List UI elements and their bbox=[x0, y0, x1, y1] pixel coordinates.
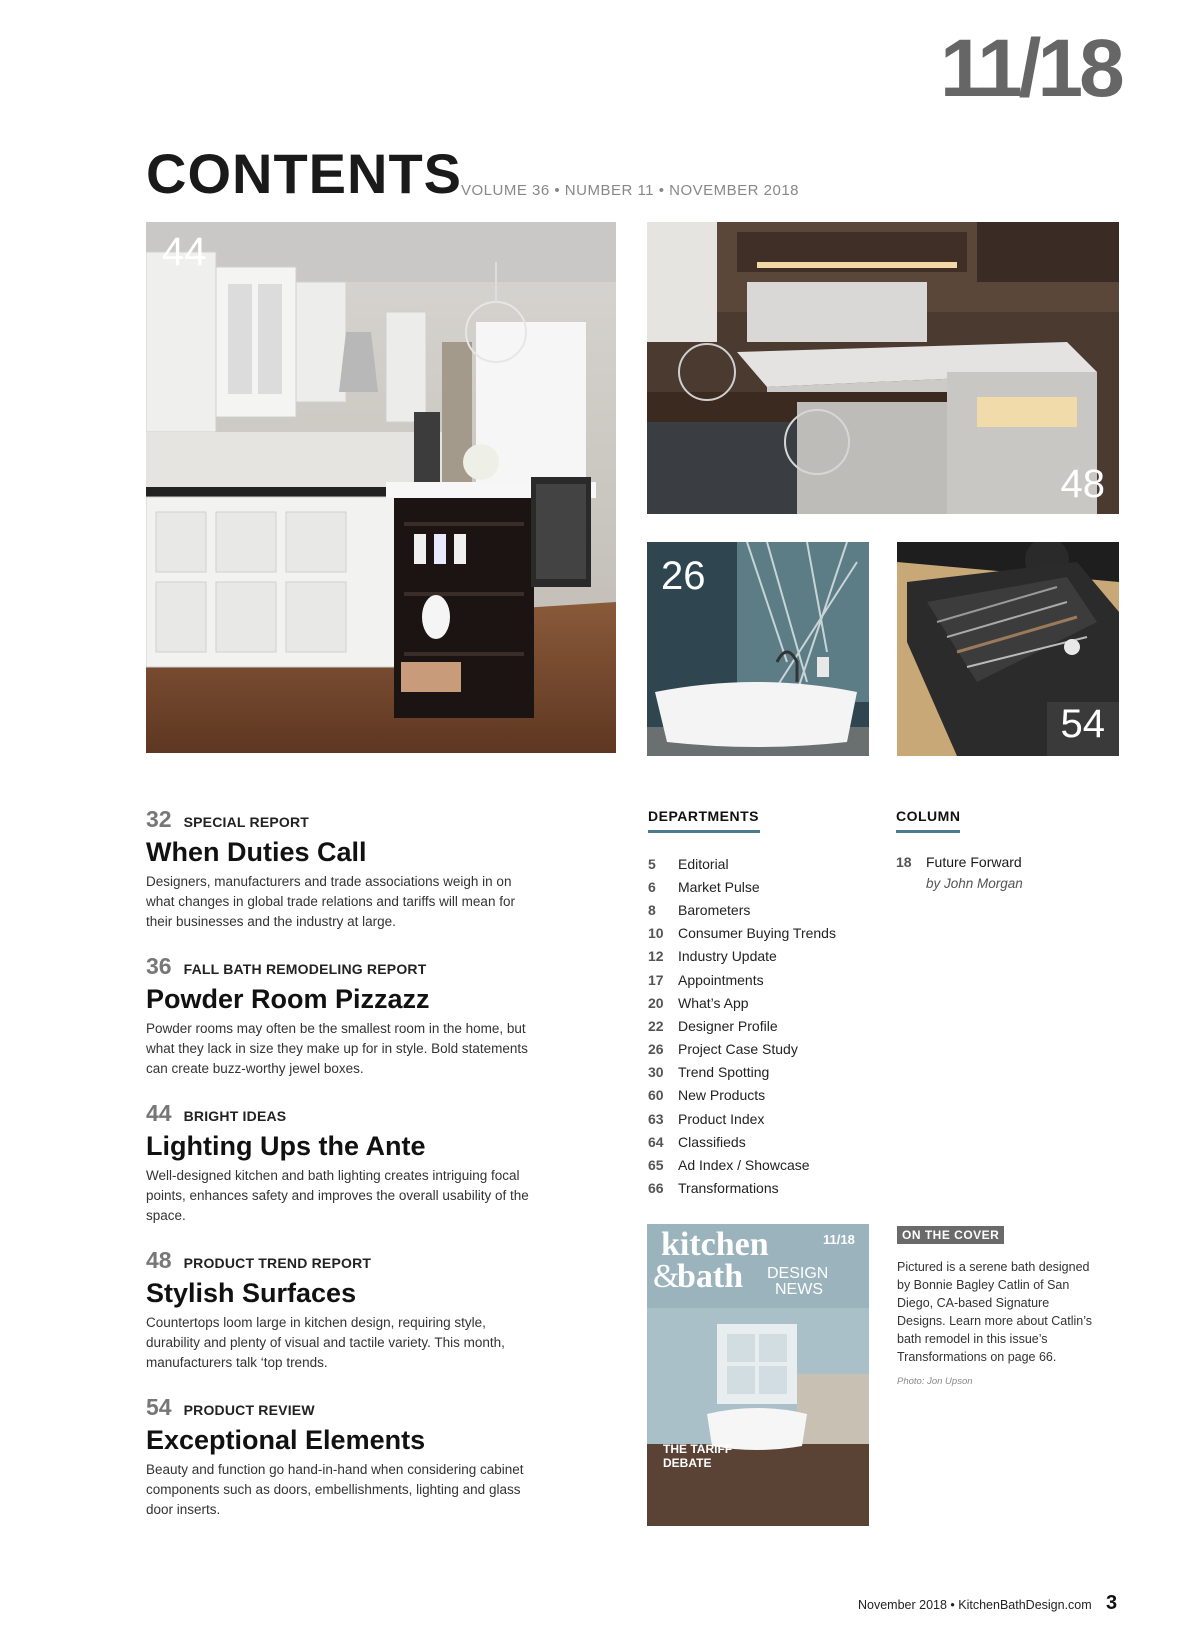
feature-kicker: BRIGHT IDEAS bbox=[183, 1108, 287, 1124]
department-item[interactable] bbox=[648, 968, 888, 991]
photo-credit: Photo: Jon Upson bbox=[897, 1376, 973, 1387]
feature-kicker: PRODUCT TREND REPORT bbox=[183, 1255, 372, 1271]
department-page: 66 bbox=[648, 1180, 664, 1197]
feature-item[interactable] bbox=[146, 806, 536, 932]
feature-title[interactable]: Powder Room Pizzazz bbox=[146, 984, 430, 1014]
bathtub-photo[interactable] bbox=[647, 542, 869, 756]
department-label: Trend Spotting bbox=[678, 1064, 770, 1081]
department-item[interactable] bbox=[648, 875, 888, 898]
feature-kicker: PRODUCT REVIEW bbox=[183, 1402, 315, 1418]
feature-page: 48 bbox=[146, 1247, 172, 1273]
cover-masthead-bath: bath bbox=[677, 1258, 744, 1295]
department-item[interactable] bbox=[648, 945, 888, 968]
department-label: Product Index bbox=[678, 1110, 765, 1127]
column-item[interactable] bbox=[896, 854, 1022, 870]
department-item[interactable] bbox=[648, 1061, 888, 1084]
feature-title[interactable]: Stylish Surfaces bbox=[146, 1278, 357, 1308]
department-page: 12 bbox=[648, 948, 664, 965]
column-author: by John Morgan bbox=[926, 876, 1023, 891]
feature-description: Beauty and function go hand-in-hand when considering cabinet components such as doors, embellishments, lighting and glass door inserts. bbox=[146, 1462, 524, 1518]
department-item[interactable] bbox=[648, 1038, 888, 1061]
cover-masthead-amp: & bbox=[653, 1258, 680, 1295]
countertop-image bbox=[647, 222, 1119, 514]
feature-description: Powder rooms may often be the smallest room in the home, but what they lack in size they make up for in style. Bold statements can create buzz-worthy jewel boxes. bbox=[146, 1021, 528, 1077]
department-page: 65 bbox=[648, 1157, 664, 1174]
department-label: What’s App bbox=[678, 994, 749, 1011]
department-page: 10 bbox=[648, 925, 664, 942]
department-item[interactable] bbox=[648, 1014, 888, 1037]
department-page: 8 bbox=[648, 901, 656, 918]
photo-54-page: 54 bbox=[1060, 702, 1105, 746]
column-page: 18 bbox=[896, 854, 912, 870]
department-page: 22 bbox=[648, 1017, 664, 1034]
feature-description: Well-designed kitchen and bath lighting creates intriguing focal points, enhances safety and improves the overall usability of the space. bbox=[146, 1168, 529, 1224]
department-page: 17 bbox=[648, 971, 664, 988]
feature-kicker: FALL BATH REMODELING REPORT bbox=[183, 961, 427, 977]
cover-issue: 11/18 bbox=[823, 1232, 855, 1247]
feature-title[interactable]: Lighting Ups the Ante bbox=[146, 1131, 426, 1161]
department-label: Designer Profile bbox=[678, 1017, 778, 1034]
departments-heading: DEPARTMENTS bbox=[648, 808, 760, 824]
department-page: 26 bbox=[648, 1041, 664, 1058]
feature-page: 54 bbox=[146, 1394, 172, 1420]
feature-item[interactable] bbox=[146, 1247, 536, 1373]
kitchen-photo[interactable] bbox=[146, 222, 616, 753]
cover-description: Pictured is a serene bath designed by Bonnie Bagley Catlin of San Diego, CA-based Signature Designs. Learn more about Catlin’s bath remodel in this issue’s Transformations on page 66. bbox=[897, 1260, 1093, 1364]
department-page: 5 bbox=[648, 855, 656, 872]
department-label: Editorial bbox=[678, 855, 729, 872]
feature-item[interactable] bbox=[146, 1100, 536, 1226]
feature-description: Designers, manufacturers and trade associations weigh in on what changes in global trade relations and tariffs will mean for their businesses and the industry at large. bbox=[146, 874, 515, 930]
department-label: Transformations bbox=[678, 1180, 779, 1197]
page-number: 3 bbox=[1106, 1592, 1118, 1614]
department-page: 6 bbox=[648, 878, 656, 895]
department-item[interactable] bbox=[648, 1153, 888, 1176]
department-label: Project Case Study bbox=[678, 1041, 798, 1058]
volume-line: VOLUME 36 • NUMBER 11 • NOVEMBER 2018 bbox=[461, 182, 799, 199]
department-label: Consumer Buying Trends bbox=[678, 925, 836, 942]
drawer-photo[interactable] bbox=[897, 542, 1119, 756]
photo-26-page: 26 bbox=[661, 554, 706, 598]
department-item[interactable] bbox=[648, 852, 888, 875]
department-item[interactable] bbox=[648, 922, 888, 945]
kitchen-image bbox=[146, 222, 616, 753]
column-heading: COLUMN bbox=[896, 808, 961, 824]
department-page: 64 bbox=[648, 1133, 664, 1150]
department-item[interactable] bbox=[648, 1107, 888, 1130]
on-the-cover-badge: ON THE COVER bbox=[897, 1226, 1004, 1244]
feature-item[interactable] bbox=[146, 1394, 536, 1520]
department-label: New Products bbox=[678, 1087, 766, 1104]
issue-number: 11/18 bbox=[940, 23, 1121, 114]
department-item[interactable] bbox=[648, 1177, 888, 1200]
feature-item[interactable] bbox=[146, 953, 536, 1079]
column-rule bbox=[896, 830, 960, 833]
countertop-photo[interactable] bbox=[647, 222, 1119, 514]
feature-page: 32 bbox=[146, 806, 172, 832]
department-page: 63 bbox=[648, 1110, 664, 1127]
magazine-cover[interactable] bbox=[647, 1224, 869, 1526]
footer-text: November 2018 • KitchenBathDesign.com bbox=[858, 1598, 1092, 1612]
photo-48-page: 48 bbox=[1060, 462, 1105, 506]
cover-masthead-design: DESIGN bbox=[767, 1265, 829, 1282]
cover-headline: THE TARIFF DEBATE bbox=[663, 1442, 733, 1470]
department-label: Market Pulse bbox=[678, 878, 760, 895]
feature-description: Countertops loom large in kitchen design, requiring style, durability and plenty of visual and tactile variety. This month, manufacturers talk ‘top trends. bbox=[146, 1315, 505, 1371]
feature-title[interactable]: When Duties Call bbox=[146, 837, 367, 867]
cover-masthead-news: NEWS bbox=[775, 1281, 823, 1298]
department-label: Barometers bbox=[678, 901, 751, 918]
feature-title[interactable]: Exceptional Elements bbox=[146, 1425, 426, 1455]
feature-page: 36 bbox=[146, 953, 172, 979]
department-item[interactable] bbox=[648, 1084, 888, 1107]
department-label: Appointments bbox=[678, 971, 764, 988]
department-page: 30 bbox=[648, 1064, 664, 1081]
page-title: CONTENTS bbox=[146, 142, 462, 205]
department-item[interactable] bbox=[648, 898, 888, 921]
department-label: Ad Index / Showcase bbox=[678, 1157, 810, 1174]
cover-masthead-kitchen: kitchen bbox=[661, 1226, 769, 1263]
department-item[interactable] bbox=[648, 991, 888, 1014]
department-item[interactable] bbox=[648, 1130, 888, 1153]
department-page: 60 bbox=[648, 1087, 664, 1104]
photo-44-page: 44 bbox=[162, 230, 207, 274]
departments-list bbox=[648, 852, 888, 1200]
departments-rule bbox=[648, 830, 760, 833]
feature-kicker: SPECIAL REPORT bbox=[183, 814, 310, 830]
department-label: Classifieds bbox=[678, 1133, 746, 1150]
feature-page: 44 bbox=[146, 1100, 172, 1126]
column-label: Future Forward bbox=[926, 854, 1022, 870]
department-label: Industry Update bbox=[678, 948, 777, 965]
department-page: 20 bbox=[648, 994, 664, 1011]
